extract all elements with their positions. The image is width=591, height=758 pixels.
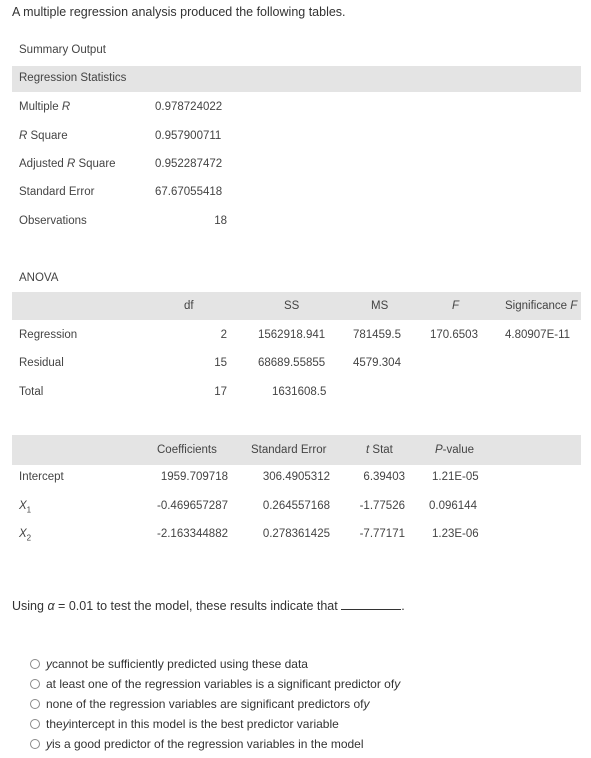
coef-header-p-value: P-value — [435, 444, 474, 456]
stat-label-multiple-r: Multiple R — [19, 101, 71, 113]
answer-option[interactable]: none of the regression variables are significant predictors of y — [30, 697, 370, 711]
coef-value: 1959.709718 — [160, 471, 228, 483]
radio-button-icon[interactable] — [30, 719, 40, 729]
stat-label-r-square: R Square — [19, 130, 68, 142]
answer-option[interactable]: y is a good predictor of the regression variables in the model — [30, 737, 364, 751]
coef-value: -2.163344882 — [157, 528, 228, 540]
coef-header-standard-error: Standard Error — [251, 444, 327, 456]
coef-t-stat: -7.77171 — [359, 528, 405, 540]
stat-value-observations: 18 — [214, 215, 227, 227]
anova-header-ss: SS — [284, 300, 300, 312]
stat-value-adjusted-r-square: 0.952287472 — [155, 158, 223, 170]
anova-header-f: F — [452, 300, 460, 312]
coef-p-value: 1.23E-06 — [432, 528, 479, 540]
anova-df: 2 — [220, 329, 227, 341]
coef-t-stat: 6.39403 — [363, 471, 405, 483]
anova-ss: 1562918.941 — [258, 329, 326, 341]
coef-standard-error: 0.278361425 — [262, 528, 330, 540]
coef-p-value: 1.21E-05 — [432, 471, 479, 483]
coef-header-coefficients: Coefficients — [157, 444, 217, 456]
stats-header: Regression Statistics — [19, 72, 127, 84]
anova-df: 17 — [214, 386, 227, 398]
stat-value-r-square: 0.957900711 — [155, 130, 222, 142]
intro-text: A multiple regression analysis produced the following tables. — [12, 5, 346, 19]
coef-header-t-stat: t Stat — [366, 444, 393, 456]
anova-header-significance-f: Significance F — [505, 300, 578, 312]
stat-label-standard-error: Standard Error — [19, 186, 95, 198]
answer-option[interactable]: the y intercept in this model is the best predictor variable — [30, 717, 339, 731]
radio-button-icon[interactable] — [30, 679, 40, 689]
anova-df: 15 — [214, 357, 227, 369]
radio-button-icon[interactable] — [30, 659, 40, 669]
anova-ms: 781459.5 — [353, 329, 401, 341]
anova-row-label: Total — [19, 386, 44, 398]
stat-value-multiple-r: 0.978724022 — [155, 101, 223, 113]
anova-ss: 1631608.5 — [272, 386, 327, 398]
summary-title: Summary Output — [19, 44, 106, 56]
coef-t-stat: -1.77526 — [359, 500, 405, 512]
question-text: Using α = 0.01 to test the model, these results indicate that . — [12, 599, 405, 613]
anova-significance-f: 4.80907E-11 — [505, 329, 571, 341]
answer-option[interactable]: y cannot be sufficiently predicted using these data — [30, 657, 308, 671]
coef-standard-error: 306.4905312 — [262, 471, 330, 483]
coef-p-value: 0.096144 — [429, 500, 477, 512]
coef-row-label: Intercept — [19, 471, 64, 483]
answer-blank — [341, 598, 401, 610]
anova-row-label: Residual — [19, 357, 64, 369]
anova-title: ANOVA — [19, 272, 59, 284]
radio-button-icon[interactable] — [30, 699, 40, 709]
anova-header-df: df — [184, 300, 194, 312]
anova-ms: 4579.304 — [353, 357, 401, 369]
stat-label-observations: Observations — [19, 215, 87, 227]
coef-standard-error: 0.264557168 — [262, 500, 330, 512]
anova-row-label: Regression — [19, 329, 78, 341]
coef-row-label: $X_2$ — [19, 528, 32, 543]
coef-value: -0.469657287 — [157, 500, 228, 512]
anova-header-ms: MS — [371, 300, 389, 312]
coef-row-label: $X_1$ — [19, 500, 32, 515]
stat-value-standard-error: 67.67055418 — [155, 186, 223, 198]
answer-option[interactable]: at least one of the regression variables is a significant predictor of y — [30, 677, 400, 691]
radio-button-icon[interactable] — [30, 739, 40, 749]
anova-ss: 68689.55855 — [258, 357, 326, 369]
anova-f: 170.6503 — [430, 329, 478, 341]
stat-label-adjusted-r-square: Adjusted R Square — [19, 158, 116, 170]
